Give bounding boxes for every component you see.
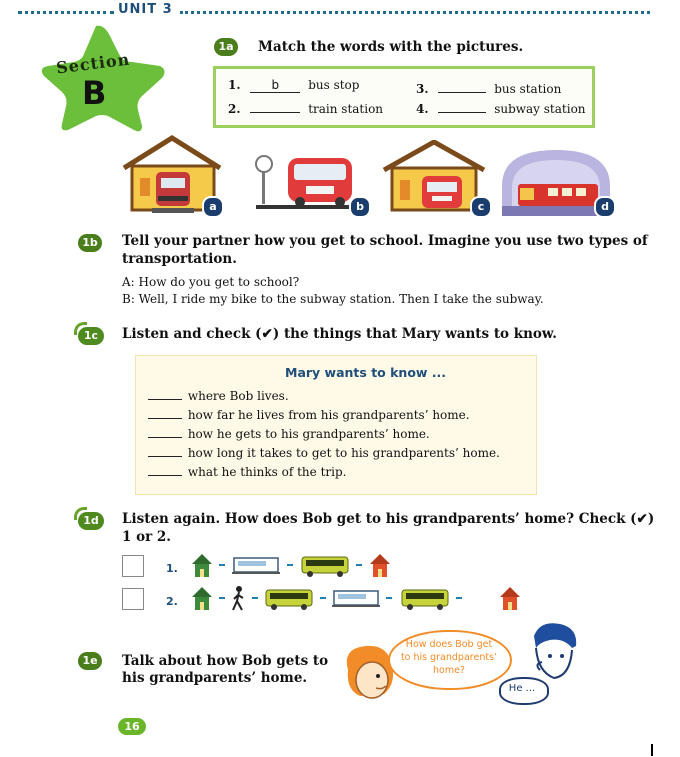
dialog-line-b: B: Well, I ride my bike to the subway station. Then I take the subway. [122, 292, 544, 306]
answer-blank-4[interactable] [438, 98, 486, 113]
route-1-icons [190, 550, 420, 580]
option-1-label: 1. [166, 562, 178, 575]
unit-title: UNIT 3 [118, 2, 173, 17]
answer-blank-3[interactable] [438, 78, 486, 93]
dialog-line-a: A: How do you get to school? [122, 275, 300, 289]
arrow-icon [386, 597, 392, 599]
picture-label-a: a [202, 196, 224, 218]
answer-blank-2[interactable] [250, 98, 300, 113]
exercise-badge-1b: 1b [78, 234, 102, 252]
bus-icon [402, 590, 448, 610]
exercise-badge-1a: 1a [214, 38, 238, 56]
reply-text: He ... [508, 683, 536, 694]
option-2-label: 2. [166, 595, 178, 608]
house-icon [500, 587, 520, 610]
bus-stop-picture [252, 152, 358, 212]
check-blank-4[interactable] [148, 443, 182, 457]
train-icon [332, 591, 380, 607]
mary-item-2: how far he lives from his grandparents’ home. [148, 405, 470, 422]
arrow-icon [219, 564, 225, 566]
mary-item-3: how he gets to his grandparents’ home. [148, 424, 430, 441]
speech-bubble-line3: home? [433, 665, 465, 676]
speech-bubble-line2: to his grandparents’ [400, 652, 498, 663]
section-word: Section [55, 49, 132, 78]
instruction-1d-line2: 1 or 2. [122, 529, 172, 545]
match-item-2: 2. train station [228, 98, 383, 116]
route-2-icons [190, 583, 535, 613]
option-1-checkbox[interactable] [122, 555, 144, 577]
check-blank-2[interactable] [148, 405, 182, 419]
header-dotted-line-left [18, 11, 114, 14]
exercise-badge-1c: 1c [78, 327, 104, 345]
picture-label-c: c [470, 196, 492, 218]
check-blank-5[interactable] [148, 462, 182, 476]
text-cursor-mark [651, 744, 653, 756]
house-icon [192, 587, 212, 610]
mary-item-5: what he thinks of the trip. [148, 462, 346, 479]
instruction-1e-line1: Talk about how Bob gets to [122, 653, 329, 669]
check-blank-1[interactable] [148, 386, 182, 400]
train-icon [232, 558, 280, 574]
match-item-1: 1. b bus stop [228, 78, 360, 92]
match-box [213, 66, 595, 128]
section-letter: B [82, 74, 107, 112]
header-dotted-line-right [180, 11, 650, 14]
arrow-icon [219, 597, 225, 599]
arrow-icon [456, 597, 462, 599]
house-icon [192, 554, 212, 577]
bus-icon [302, 557, 348, 577]
option-2-checkbox[interactable] [122, 588, 144, 610]
arrow-icon [287, 564, 293, 566]
mary-item-1: where Bob lives. [148, 386, 289, 403]
answer-blank-1[interactable]: b [250, 78, 300, 93]
instruction-1c: Listen and check (✔) the things that Mary wants to know. [122, 326, 557, 342]
house-icon [370, 554, 390, 577]
instruction-1a: Match the words with the pictures. [258, 39, 524, 55]
instruction-1b-line2: transportation. [122, 251, 237, 267]
match-item-4: 4. subway station [416, 98, 586, 116]
speech-bubble-line1: How does Bob get [405, 639, 493, 650]
bus-icon [266, 590, 312, 610]
page-number: 16 [118, 718, 146, 735]
walker-icon [233, 586, 243, 610]
instruction-1e-line2: his grandparents’ home. [122, 670, 308, 686]
exercise-badge-1e: 1e [78, 652, 102, 670]
mary-box-title: Mary wants to know ... [285, 365, 447, 380]
instruction-1d-line1: Listen again. How does Bob get to his grandparents’ home? Check (✔) [122, 511, 655, 527]
picture-label-b: b [349, 196, 371, 218]
instruction-1b-line1: Tell your partner how you get to school. Imagine you use two types of [122, 233, 648, 249]
arrow-icon [320, 597, 326, 599]
arrow-icon [356, 564, 362, 566]
exercise-badge-1d: 1d [78, 512, 104, 530]
mary-item-4: how long it takes to get to his grandparents’ home. [148, 443, 500, 460]
match-item-3: 3. bus station [416, 78, 561, 96]
arrow-icon [252, 597, 258, 599]
picture-label-d: d [594, 196, 616, 218]
check-blank-3[interactable] [148, 424, 182, 438]
